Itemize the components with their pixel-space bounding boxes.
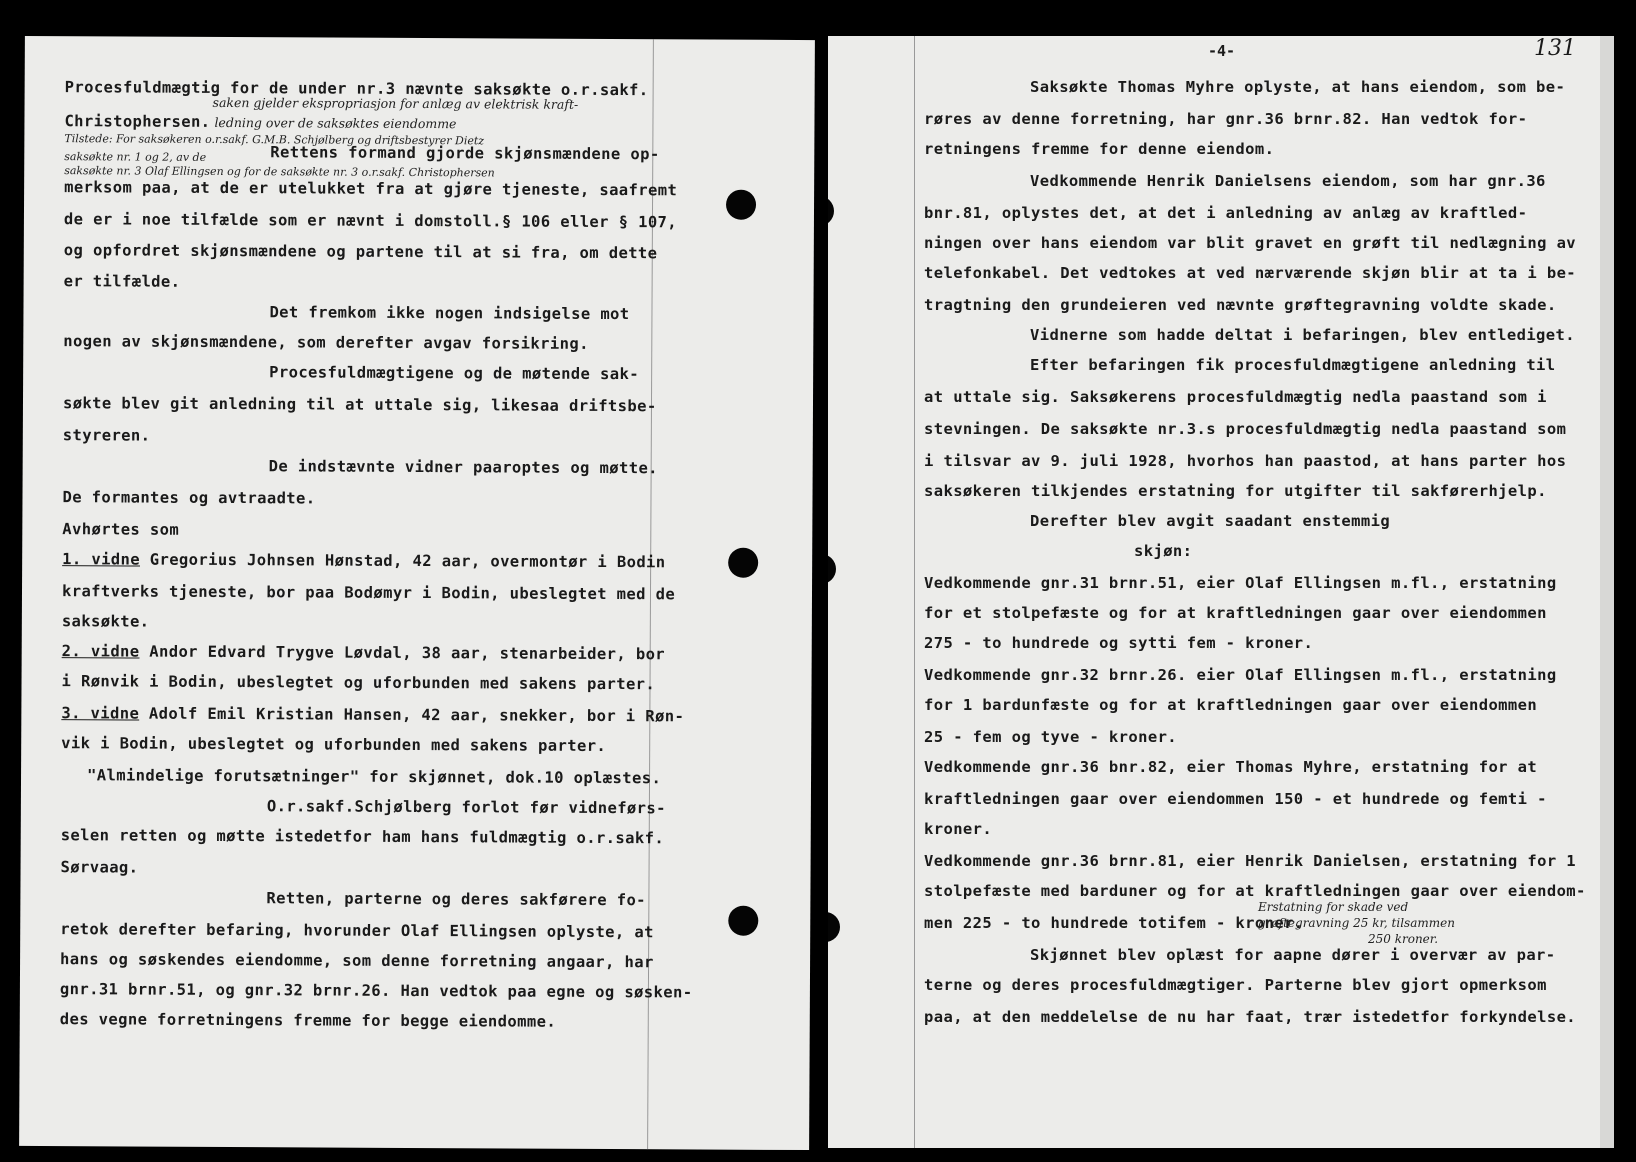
text-line: 275 - to hundrede og sytti fem - kroner. [924, 634, 1314, 652]
text-line: nogen av skjønsmændene, som derefter avgav forsikring. [63, 332, 589, 353]
text-line: terne og deres procesfuldmægtiger. Parterne blev gjort opmerksom [924, 976, 1547, 994]
text-line: Vedkommende gnr.36 bnr.82, eier Thomas Myhre, erstatning for at [924, 758, 1538, 776]
text-line: kraftledningen gaar over eiendommen 150 - et hundrede og femti - [924, 790, 1547, 808]
text-line: de er i noe tilfælde som er nævnt i domstoll.§ 106 eller § 107, [63, 210, 678, 232]
text-line: Det fremkom ikke nogen indsigelse mot [269, 303, 630, 324]
text-line: Andor Edvard Trygve Løvdal, 38 aar, stenarbeider, bor [149, 642, 666, 664]
text-line: at uttale sig. Saksøkerens procesfuldmægtig nedla paastand som i [924, 388, 1547, 406]
text-line: røres av denne forretning, har gnr.36 brnr.82. Han vedtok for- [924, 110, 1528, 128]
text-line: Vidnerne som hadde deltat i befaringen, blev entlediget. [1030, 326, 1575, 344]
text-line: retningens fremme for denne eiendom. [924, 140, 1275, 158]
text-line: gnr.31 brnr.51, og gnr.32 brnr.26. Han vedtok paa egne og søsken- [59, 980, 693, 1002]
text-line: er tilfælde. [63, 272, 181, 291]
handwritten-note: Erstatning for skade ved [1258, 900, 1409, 914]
text-line: Retten, parterne og deres sakførere fo- [266, 889, 646, 910]
text-line: Efter befaringen fik procesfuldmægtigene anledning til [1030, 356, 1556, 374]
text-line: Skjønnet blev oplæst for aapne dører i overvær av par- [1030, 946, 1556, 964]
text-line: merksom paa, at de er utelukket fra at gjøre tjeneste, saafremt [64, 178, 678, 200]
witness-entry [62, 550, 665, 571]
text-line: søkte blev git anledning til at uttale sig, likesaa driftsbe- [62, 394, 657, 416]
archive-number: 131 [1534, 36, 1576, 61]
text-line: De formantes og avtraadte. [62, 488, 316, 508]
left-page [19, 36, 815, 1150]
text-line: retok derefter befaring, hvorunder Olaf Ellingsen oplyste, at [60, 920, 654, 942]
text-line: O.r.sakf.Schjølberg forlot før vidneførs- [266, 797, 666, 818]
handwritten-note: 250 kroner. [1368, 932, 1439, 946]
witness-label: 2. vidne [61, 642, 140, 661]
text-line: stevningen. De saksøkte nr.3.s procesfuldmægtig nedla paastand som [924, 420, 1567, 438]
text-line: hans og søskendes eiendomme, som denne forretning angaar, har [60, 950, 654, 972]
text-line: Sørvaag. [60, 858, 139, 877]
punch-hole [728, 906, 758, 936]
text-line: telefonkabel. Det vedtokes at ved nærværende skjøn blir at ta i be- [924, 264, 1577, 282]
right-page [828, 36, 1614, 1148]
text-line: kraftverks tjeneste, bor paa Bodømyr i Bodin, ubeslegtet med de [61, 582, 676, 604]
witness-entry [62, 642, 665, 663]
text-line: Rettens formand gjorde skjønsmændene op- [270, 143, 660, 164]
text-line: Vedkommende gnr.32 brnr.26. eier Olaf Ellingsen m.fl., erstatning [924, 666, 1557, 684]
text-line: paa, at den meddelelse de nu har faat, trær istedetfor forkyndelse. [924, 1008, 1577, 1026]
text-line: Adolf Emil Kristian Hansen, 42 aar, snekker, bor i Røn- [148, 704, 685, 726]
handwritten-note: Tilstede: For saksøkeren o.r.sakf. G.M.B. Schjølberg og driftsbestyrer Dietz [64, 132, 485, 148]
text-line: des vegne forretningens fremme for begge eiendomme. [59, 1010, 557, 1031]
text-line: De indstævnte vidner paaroptes og møtte. [268, 457, 658, 478]
witness-label: 3. vidne [61, 704, 140, 723]
text-line: men 225 - to hundrede totifem - kroner. [924, 914, 1304, 932]
text-line: Avhørtes som [62, 520, 180, 539]
text-line: selen retten og møtte istedetfor ham hans fuldmægtig o.r.sakf. [60, 826, 665, 848]
text-line: Gregorius Johnsen Hønstad, 42 aar, overmontør i Bodin [149, 550, 666, 572]
witness-label: 1. vidne [62, 550, 141, 569]
page-edge [1600, 36, 1614, 1148]
text-line: i Rønvik i Bodin, ubeslegtet og uforbunden med sakens parter. [61, 672, 656, 694]
page-number: -4- [1208, 42, 1236, 60]
punch-hole [726, 190, 756, 220]
text-line: og opfordret skjønsmændene og partene til at si fra, om dette [63, 241, 658, 263]
witness-entry [61, 704, 684, 725]
text-line: 25 - fem og tyve - kroner. [924, 728, 1178, 746]
handwritten-note: saksøkte nr. 1 og 2, av de [64, 150, 207, 164]
text-line: stolpefæste med barduner og for at kraftledningen gaar over eiendom- [924, 882, 1586, 900]
text-line: Derefter blev avgit saadant enstemmig [1030, 512, 1391, 530]
text-line: saksøkeren tilkjendes erstatning for utgifter til sakførerhjelp. [924, 482, 1547, 500]
text-line: "Almindelige forutsætninger" for skjønnet, dok.10 oplæstes. [86, 766, 662, 788]
text-line: tragtning den grundeieren ved nævnte grøftegravning voldte skade. [924, 296, 1557, 314]
text-line: for 1 bardunfæste og for at kraftledningen gaar over eiendommen [924, 696, 1538, 714]
text-line: styreren. [62, 426, 151, 445]
text-line: kroner. [924, 820, 993, 838]
punch-hole [728, 548, 758, 578]
text-line: ningen over hans eiendom var blit gravet en grøft til nedlægning av [924, 234, 1577, 252]
punch-hole [828, 554, 836, 584]
text-line: Procesfuldmægtig for de under nr.3 nævnte saksøkte o.r.sakf. [64, 78, 649, 100]
text-line: for et stolpefæste og for at kraftledningen gaar over eiendommen [924, 604, 1547, 622]
text-line: Vedkommende Henrik Danielsens eiendom, som har gnr.36 [1030, 172, 1546, 190]
punch-hole [828, 196, 834, 226]
text-line: bnr.81, oplystes det, at det i anledning av anlæg av kraftled- [924, 204, 1528, 222]
text-line: Vedkommende gnr.36 brnr.81, eier Henrik Danielsen, erstatning for 1 [924, 852, 1577, 870]
text-line: Vedkommende gnr.31 brnr.51, eier Olaf Ellingsen m.fl., erstatning [924, 574, 1557, 592]
text-line: i tilsvar av 9. juli 1928, hvorhos han paastod, at hans parter hos [924, 452, 1567, 470]
handwritten-note: grøftegravning 25 kr, tilsammen [1258, 916, 1455, 930]
text-line: skjøn: [1134, 542, 1193, 560]
text-line: Procesfuldmægtigene og de møtende sak- [269, 363, 640, 384]
handwritten-note: ledning over de saksøktes eiendomme [214, 114, 457, 132]
punch-hole [828, 912, 840, 942]
text-line: vik i Bodin, ubeslegtet og uforbunden med sakens parter. [61, 734, 607, 755]
text-line: Christophersen. [64, 112, 211, 131]
margin-line [914, 36, 915, 1148]
handwritten-note: saksøkte nr. 3 Olaf Ellingsen og for de saksøkte nr. 3 o.r.sakf. Christophersen [64, 164, 495, 180]
text-line: Saksøkte Thomas Myhre oplyste, at hans eiendom, som be- [1030, 78, 1566, 96]
text-line: saksøkte. [61, 612, 150, 631]
handwritten-note: saken gjelder ekspropriasjon for anlæg av elektrisk kraft- [212, 94, 579, 112]
